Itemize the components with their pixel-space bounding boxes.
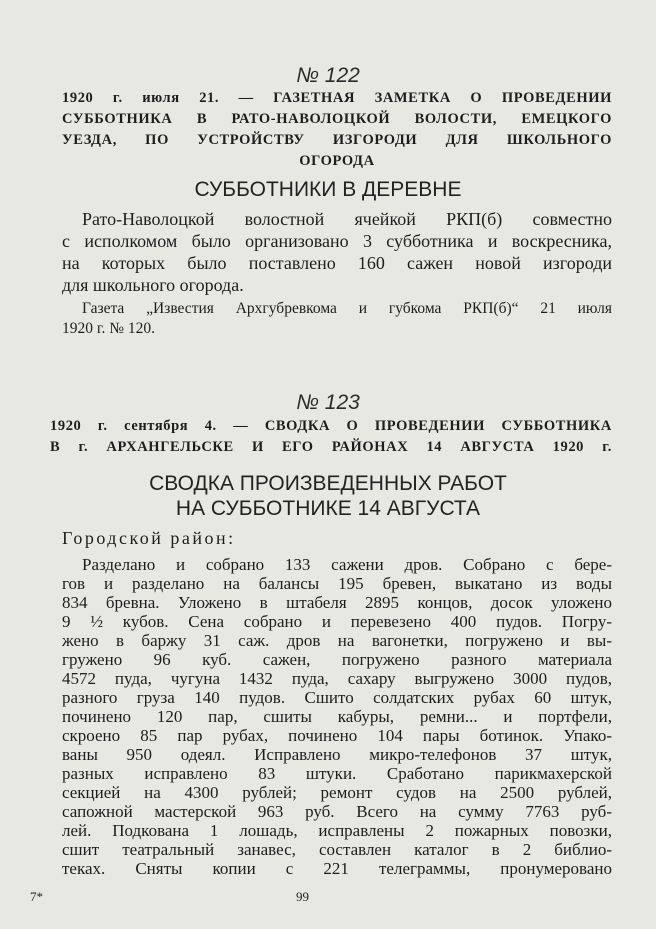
- text-line: НА СУББОТНИКЕ 14 АВГУСТА: [175, 497, 481, 520]
- text-line: для школьного огорода.: [62, 275, 244, 295]
- document-123-heading: [50, 416, 612, 458]
- page-number: 99: [296, 889, 309, 904]
- document-number-123: № 123: [296, 391, 360, 414]
- document-number-122: № 122: [296, 64, 360, 87]
- document-123-title: [0, 471, 656, 521]
- text-line: гов и разделано на балансы 195 бревен, выкатано из воды: [62, 574, 612, 593]
- document-123-body: [62, 555, 612, 878]
- text-line: 1920 г. № 120.: [62, 319, 156, 337]
- text-line: разного груза 140 пудов. Сшито солдатских рубах 60 штук,: [62, 688, 612, 707]
- text-line: теках. Сняты копии с 221 телеграммы, пронумеровано: [62, 859, 612, 878]
- text-line: 834 бревна. Уложено в штабеля 2895 концов, досок уложено: [62, 593, 612, 612]
- text-line: ваны 950 одеял. Исправлено микро-телефонов 37 штук,: [62, 745, 612, 764]
- text-line: СВОДКА ПРОИЗВЕДЕННЫХ РАБОТ: [149, 472, 507, 495]
- document-122-title: СУББОТНИКИ В ДЕРЕВНЕ: [194, 178, 462, 201]
- text-line: скроено 85 пар рубах, починено 104 пары ботинок. Упако-: [62, 726, 612, 745]
- text-line: сшит театральный занавес, составлен каталог в 2 библио-: [62, 840, 612, 859]
- text-line: жено в баржу 31 саж. дров на вагонетки, погружено и вы-: [62, 631, 612, 650]
- document-122-body: [62, 208, 612, 296]
- text-line: 1920 г. июля 21. — ГАЗЕТНАЯ ЗАМЕТКА О ПРОВЕДЕНИИ: [62, 90, 612, 106]
- text-line: гружено 96 куб. сажен, погружено разного материала: [62, 650, 612, 669]
- text-line: сапожной мастерской 963 руб. Всего на сумму 7763 руб-: [62, 802, 612, 821]
- document-122-heading: [62, 88, 612, 172]
- text-line: на которых было поставлено 160 сажен новой изгороди: [62, 253, 612, 273]
- document-122-source: [62, 299, 612, 338]
- text-line: СУББОТНИКА В РАТО-НАВОЛОЦКОЙ ВОЛОСТИ, ЕМЕЦКОГО: [62, 111, 612, 127]
- text-line: с исполкомом было организовано 3 субботника и воскресника,: [62, 231, 612, 251]
- text-line: ОГОРОДА: [299, 153, 375, 169]
- text-line: Рато-Наволоцкой волостной ячейкой РКП(б) совместно: [82, 209, 612, 229]
- text-line: лей. Подкована 1 лошадь, исправлены 2 пожарных повозки,: [62, 821, 612, 840]
- text-line: починено 120 пар, сшиты кабуры, ремни... и портфели,: [62, 707, 612, 726]
- text-line: 4572 пуда, чугуна 1432 пуда, сахару выгружено 3000 пудов,: [62, 669, 612, 688]
- text-line: Разделано и собрано 133 сажени дров. Собрано с бере-: [82, 555, 612, 574]
- text-line: Газета „Известия Архгубревкома и губкома РКП(б)“ 21 июля: [82, 300, 612, 317]
- text-line: секцией на 4300 рублей; ремонт судов на 2500 рублей,: [62, 783, 612, 802]
- text-line: В г. АРХАНГЕЛЬСКЕ И ЕГО РАЙОНАХ 14 АВГУСТА 1920 г.: [50, 439, 612, 455]
- signature-mark: 7*: [30, 889, 43, 904]
- text-line: 1920 г. сентября 4. — СВОДКА О ПРОВЕДЕНИИ СУББОТНИКА: [50, 418, 612, 434]
- text-line: разных исправлено 83 штуки. Сработано парикмахерской: [62, 764, 612, 783]
- document-123-subheading: Городской район:: [62, 528, 236, 548]
- text-line: 9 ½ кубов. Сена собрано и перевезено 400 пудов. Погру-: [62, 612, 612, 631]
- text-line: УЕЗДА, ПО УСТРОЙСТВУ ИЗГОРОДИ ДЛЯ ШКОЛЬНОГО: [62, 132, 612, 148]
